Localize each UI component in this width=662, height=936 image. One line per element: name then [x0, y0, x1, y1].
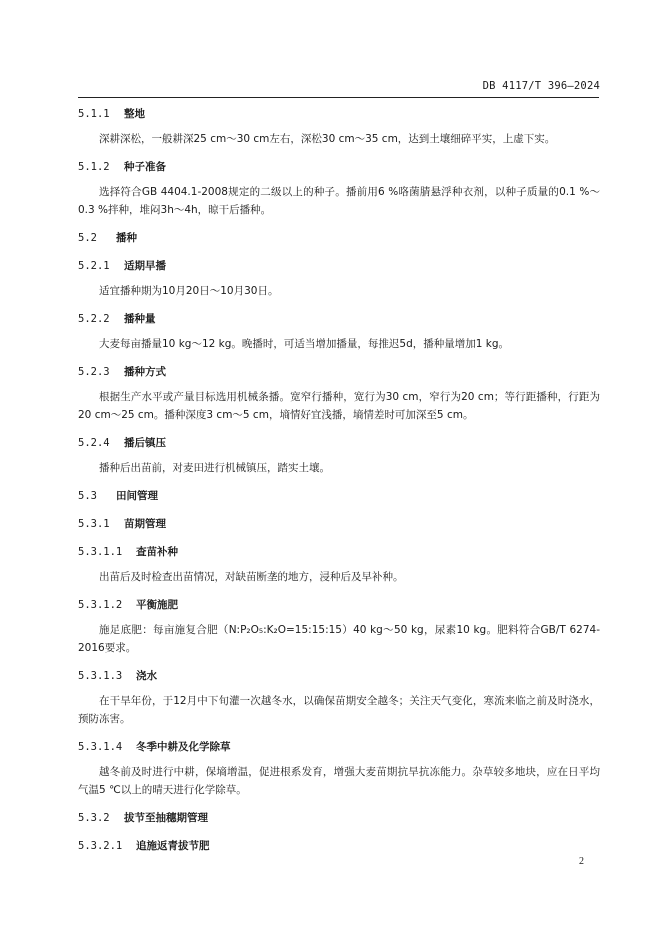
- section-number: 5.2.1: [78, 260, 110, 272]
- spacer: [78, 148, 600, 160]
- section-title: 整地: [124, 108, 145, 120]
- spacer: [78, 300, 600, 312]
- spacer: [78, 559, 600, 568]
- section-heading: [78, 839, 600, 853]
- spacer: [78, 273, 600, 282]
- spacer: [78, 424, 600, 436]
- section-title: 播种方式: [124, 366, 166, 378]
- section-heading: [78, 489, 600, 503]
- spacer: [78, 531, 600, 545]
- section-heading: [78, 740, 600, 754]
- section-title: 田间管理: [116, 490, 158, 502]
- body-paragraph: 播种后出苗前，对麦田进行机械镇压，踏实土壤。: [99, 462, 330, 474]
- section-title: 拔节至抽穗期管理: [124, 812, 208, 824]
- spacer: [78, 121, 600, 130]
- section-heading: [78, 517, 600, 531]
- section-heading: [78, 545, 600, 559]
- spacer: [78, 799, 600, 811]
- spacer: [78, 477, 600, 489]
- section-number: 5.2: [78, 232, 97, 244]
- header-rule: [78, 97, 599, 98]
- section-heading: [78, 436, 600, 450]
- section-heading: [78, 160, 600, 174]
- spacer: [78, 174, 600, 183]
- section-number: 5.2.4: [78, 437, 110, 449]
- body-paragraph: 选择符合GB 4404.1-2008规定的二级以上的种子。播前用6 %咯菌腈悬浮种衣剂，以种子质量的0.1 %～0.3 %拌种，堆闷3h～4h，晾干后播种。: [78, 186, 600, 216]
- section-title: 种子准备: [124, 161, 166, 173]
- body-paragraph: 出苗后及时检查出苗情况，对缺苗断垄的地方，浸种后及早补种。: [99, 571, 404, 583]
- section-heading: [78, 365, 600, 379]
- section-heading: [78, 107, 600, 121]
- section-number: 5.3.2.1: [78, 840, 123, 852]
- body-paragraph: 根据生产水平或产量目标选用机械条播。宽窄行播种，宽行为30 cm，窄行为20 cm；等行距播种，行距为20 cm～25 cm。播种深度3 cm～5 cm，墒情好宜浅播，墒情差时可加深至5 cm。: [78, 391, 600, 421]
- spacer: [78, 245, 600, 259]
- body-paragraph: 越冬前及时进行中耕，保墒增温，促进根系发育，增强大麦苗期抗旱抗冻能力。杂草较多地块，应在日平均气温5 ℃以上的晴天进行化学除草。: [78, 766, 600, 796]
- section-heading: [78, 231, 600, 245]
- body-paragraph: 施足底肥：每亩施复合肥（N:P₂O₅:K₂O=15:15:15）40 kg～50 kg，尿素10 kg。肥料符合GB/T 6274-2016要求。: [78, 624, 600, 654]
- document-body: [78, 107, 600, 853]
- spacer: [78, 219, 600, 231]
- spacer: [78, 379, 600, 388]
- section-number: 5.3.1.1: [78, 546, 123, 558]
- section-title: 播后镇压: [124, 437, 166, 449]
- spacer: [78, 586, 600, 598]
- section-number: 5.3.1: [78, 518, 110, 530]
- spacer: [78, 503, 600, 517]
- body-paragraph: 深耕深松，一般耕深25 cm～30 cm左右，深松30 cm～35 cm，达到土壤细碎平实，上虚下实。: [99, 133, 556, 145]
- section-heading: [78, 669, 600, 683]
- spacer: [78, 657, 600, 669]
- spacer: [78, 612, 600, 621]
- section-title: 适期早播: [124, 260, 166, 272]
- section-heading: [78, 811, 600, 825]
- section-title: 播种量: [124, 313, 156, 325]
- section-title: 冬季中耕及化学除草: [136, 741, 231, 753]
- section-number: 5.1.1: [78, 108, 110, 120]
- spacer: [78, 728, 600, 740]
- section-number: 5.3.1.3: [78, 670, 123, 682]
- spacer: [78, 754, 600, 763]
- section-title: 浇水: [136, 670, 157, 682]
- section-title: 查苗补种: [136, 546, 178, 558]
- body-paragraph: 适宜播种期为10月20日～10月30日。: [99, 285, 279, 297]
- section-number: 5.3.1.4: [78, 741, 123, 753]
- section-heading: [78, 312, 600, 326]
- body-paragraph: 大麦每亩播量10 kg～12 kg。晚播时，可适当增加播量，每推迟5d，播种量增加1 kg。: [99, 338, 509, 350]
- section-heading: [78, 598, 600, 612]
- section-number: 5.3.1.2: [78, 599, 123, 611]
- section-number: 5.2.3: [78, 366, 110, 378]
- spacer: [78, 683, 600, 692]
- section-number: 5.3.2: [78, 812, 110, 824]
- body-paragraph: 在干旱年份，于12月中下旬灌一次越冬水，以确保苗期安全越冬；关注天气变化，寒流来临之前及时浇水，预防冻害。: [78, 695, 600, 725]
- section-title: 平衡施肥: [136, 599, 178, 611]
- section-number: 5.1.2: [78, 161, 110, 173]
- section-heading: [78, 259, 600, 273]
- spacer: [78, 326, 600, 335]
- spacer: [78, 353, 600, 365]
- section-number: 5.2.2: [78, 313, 110, 325]
- spacer: [78, 450, 600, 459]
- spacer: [78, 825, 600, 839]
- section-title: 播种: [116, 232, 137, 244]
- section-title: 追施返青拔节肥: [136, 840, 210, 852]
- section-title: 苗期管理: [124, 518, 166, 530]
- page-number: 2: [579, 856, 584, 867]
- standard-number: DB 4117/T 396—2024: [482, 80, 600, 92]
- section-number: 5.3: [78, 490, 97, 502]
